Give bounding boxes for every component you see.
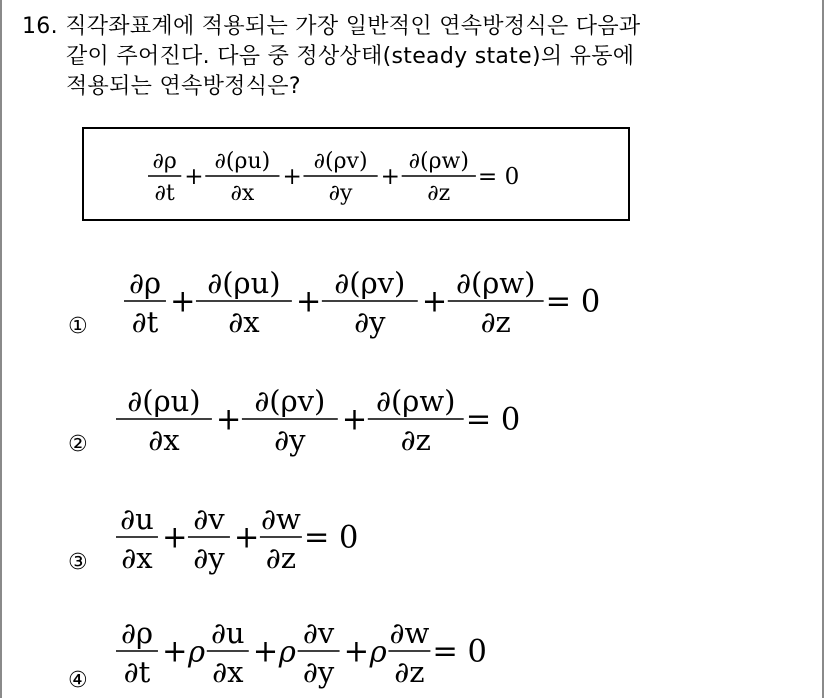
choice-3-denominator: ∂y [193,541,225,575]
choice-4-numerator: ∂ρ [120,616,154,650]
choice-2-plus: + [341,402,368,438]
choice-1-numerator: ∂(ρw) [455,266,536,300]
choice-3-numerator: ∂w [260,502,301,536]
choice-2-numerator: ∂(ρw) [376,384,456,418]
question-text [22,12,802,102]
choice-2-numerator: ∂(ρu) [127,384,201,418]
choice-2-equals-zero: = 0 [465,402,521,438]
choice-4-numerator: ∂v [302,616,335,650]
given-denominator: ∂t [154,181,175,206]
choice-3-plus: + [161,520,188,556]
choice-1-plus: + [169,284,196,320]
choice-4-denominator: ∂y [302,655,335,689]
given-denominator: ∂z [427,181,451,206]
choice-1-equals-zero: = 0 [545,284,601,320]
choice-3-denominator: ∂z [265,541,297,575]
choice-3-equation [112,491,452,581]
choice-2-equation [112,373,592,463]
given-denominator: ∂x [230,181,255,206]
choice-4-coefficient: ρ [278,634,296,669]
choice-1-plus: + [421,284,448,320]
given-numerator: ∂ρ [152,149,177,174]
given-numerator: ∂(ρw) [408,149,469,174]
choice-4-plus: + [343,634,370,670]
choice-1-plus: + [295,284,322,320]
choice-4-equation [112,605,592,697]
choice-4-coefficient: ρ [187,634,206,669]
given-equation-box [82,127,630,221]
given-numerator: ∂(ρu) [214,149,271,174]
given-plus: + [380,163,401,190]
given-plus: + [184,163,204,190]
choice-4-denominator: ∂z [394,655,425,689]
choice-1-equation [120,255,680,345]
question-line-1: 16. 직각좌표계에 적용되는 가장 일반적인 연속방정식은 다음과 [22,14,641,39]
given-denominator: ∂y [328,181,353,206]
choice-4-numerator: ∂u [210,616,245,650]
given-plus: + [282,163,302,190]
choice-2-denominator: ∂z [400,423,431,457]
choice-3-numerator: ∂v [193,502,225,536]
choice-2-plus: + [215,402,242,438]
choice-4-denominator: ∂x [212,655,244,689]
choice-4-label: ④ [68,668,88,693]
choice-1-label: ① [68,314,88,339]
given-numerator: ∂(ρv) [313,149,368,174]
question-line-3: 적용되는 연속방정식은? [66,74,301,99]
choice-4-plus: + [161,634,188,670]
choice-1-denominator: ∂x [228,305,260,339]
given-equals-zero: = 0 [477,163,520,190]
choice-3-label: ③ [68,550,88,575]
choice-4-numerator: ∂w [389,616,430,650]
choice-2-numerator: ∂(ρv) [254,384,326,418]
choice-4-equals-zero: = 0 [432,634,487,670]
choice-1-denominator: ∂y [354,305,386,339]
choice-4-denominator: ∂t [123,655,151,689]
choice-3-equals-zero: = 0 [303,520,359,556]
choice-2-label: ② [68,432,88,457]
choice-1-numerator: ∂ρ [128,266,162,300]
question-number: 16. [22,14,58,39]
choice-4-plus: + [252,634,279,670]
choice-2-denominator: ∂y [274,423,306,457]
question-line-2: 같이 주어진다. 다음 중 정상상태(steady state)의 유동에 [66,44,635,69]
choice-1-denominator: ∂z [480,305,511,339]
given-equation [144,139,584,213]
choice-2-denominator: ∂x [148,423,180,457]
choice-4-coefficient: ρ [369,634,387,669]
choice-3-plus: + [233,520,260,556]
choice-3-numerator: ∂u [120,502,154,536]
choice-1-numerator: ∂(ρv) [334,266,406,300]
choice-3-denominator: ∂x [121,541,153,575]
choice-1-numerator: ∂(ρu) [207,266,281,300]
choice-1-denominator: ∂t [131,305,159,339]
